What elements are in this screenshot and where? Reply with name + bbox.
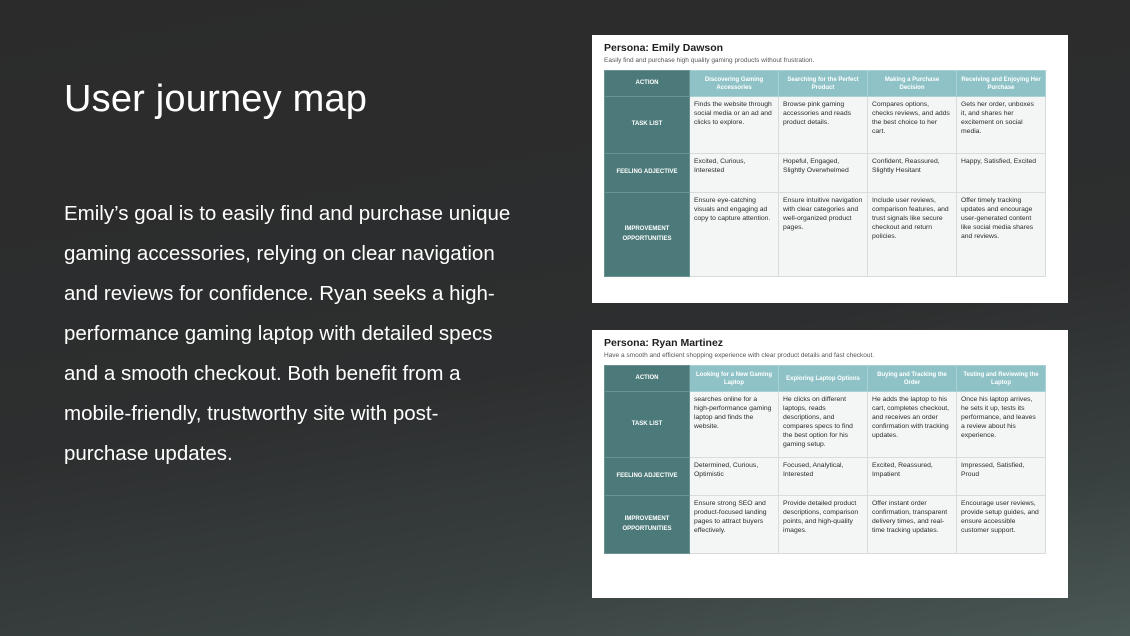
table-row [605,154,1046,193]
table-cell: Gets her order, unboxes it, and shares her excitement on social media. [957,97,1046,154]
table-cell: Ensure intuitive navigation with clear categories and well-organized product pages. [779,193,868,277]
row-label: IMPROVEMENT OPPORTUNITIES [605,193,690,277]
corner-cell: ACTION [605,71,690,97]
table-cell: Once his laptop arrives, he sets it up, tests its performance, and leaves a review about his experience. [957,392,1046,458]
table-cell: Offer timely tracking updates and encourage user-generated content like social media shares and reviews. [957,193,1046,277]
table-cell: Offer instant order confirmation, transparent delivery times, and real-time tracking updates. [868,496,957,554]
table-cell: Hopeful, Engaged, Slightly Overwhelmed [779,154,868,193]
table-cell: Compares options, checks reviews, and adds the best choice to her cart. [868,97,957,154]
persona-subtitle: Have a smooth and efficient shopping experience with clear product details and fast checkout. [604,352,875,359]
table-cell: Encourage user reviews, provide setup guides, and ensure accessible customer support. [957,496,1046,554]
persona-card-ryan [592,330,1068,598]
table-cell: Provide detailed product descriptions, comparison points, and high-quality images. [779,496,868,554]
journey-map-table [604,70,1046,277]
persona-card-emily [592,35,1068,303]
slide-title: User journey map [64,78,368,120]
stage-header: Looking for a New Gaming Laptop [690,366,779,392]
table-cell: Excited, Curious, Interested [690,154,779,193]
table-cell: searches online for a high-performance gaming laptop and finds the website. [690,392,779,458]
persona-title: Persona: Ryan Martinez [604,337,724,349]
row-label: FEELING ADJECTIVE [605,458,690,496]
table-cell: Determined, Curious, Optimistic [690,458,779,496]
table-cell: Include user reviews, comparison features, and trust signals like secure checkout and return policies. [868,193,957,277]
table-cell: He clicks on different laptops, reads descriptions, and compares specs to find the best option for his gaming setup. [779,392,868,458]
journey-map-table [604,365,1046,554]
table-row [605,458,1046,496]
stage-header: Discovering Gaming Accessories [690,71,779,97]
table-header-row [605,366,1046,392]
stage-header: Exploring Laptop Options [779,366,868,392]
table-row [605,496,1046,554]
slide-body-text: Emily’s goal is to easily find and purchase unique gaming accessories, relying on clear navigation and reviews for confidence. Ryan seeks a high-performance gaming laptop with detailed specs and a smooth checkout. Both benefit from a mobile-friendly, trustworthy site with post-purchase updates. [64,202,511,465]
table-cell: Excited, Reassured, Impatient [868,458,957,496]
persona-subtitle: Easily find and purchase high quality gaming products without frustration. [604,57,815,64]
table-row [605,97,1046,154]
row-label: FEELING ADJECTIVE [605,154,690,193]
stage-header: Buying and Tracking the Order [868,366,957,392]
table-cell: Ensure strong SEO and product-focused landing pages to attract buyers effectively. [690,496,779,554]
table-cell: Browse pink gaming accessories and reads product details. [779,97,868,154]
stage-header: Making a Purchase Decision [868,71,957,97]
table-cell: Confident, Reassured, Slightly Hesitant [868,154,957,193]
table-header-row [605,71,1046,97]
row-label: TASK LIST [605,97,690,154]
row-label: IMPROVEMENT OPPORTUNITIES [605,496,690,554]
persona-title: Persona: Emily Dawson [604,42,724,54]
table-cell: Impressed, Satisfied, Proud [957,458,1046,496]
stage-header: Searching for the Perfect Product [779,71,868,97]
table-cell: He adds the laptop to his cart, completes checkout, and receives an order confirmation with tracking updates. [868,392,957,458]
stage-header: Receiving and Enjoying Her Purchase [957,71,1046,97]
table-cell: Ensure eye-catching visuals and engaging ad copy to capture attention. [690,193,779,277]
corner-cell: ACTION [605,366,690,392]
table-cell: Happy, Satisfied, Excited [957,154,1046,193]
table-cell: Focused, Analytical, Interested [779,458,868,496]
table-cell: Finds the website through social media or an ad and clicks to explore. [690,97,779,154]
table-row [605,193,1046,277]
row-label: TASK LIST [605,392,690,458]
stage-header: Testing and Reviewing the Laptop [957,366,1046,392]
table-row [605,392,1046,458]
